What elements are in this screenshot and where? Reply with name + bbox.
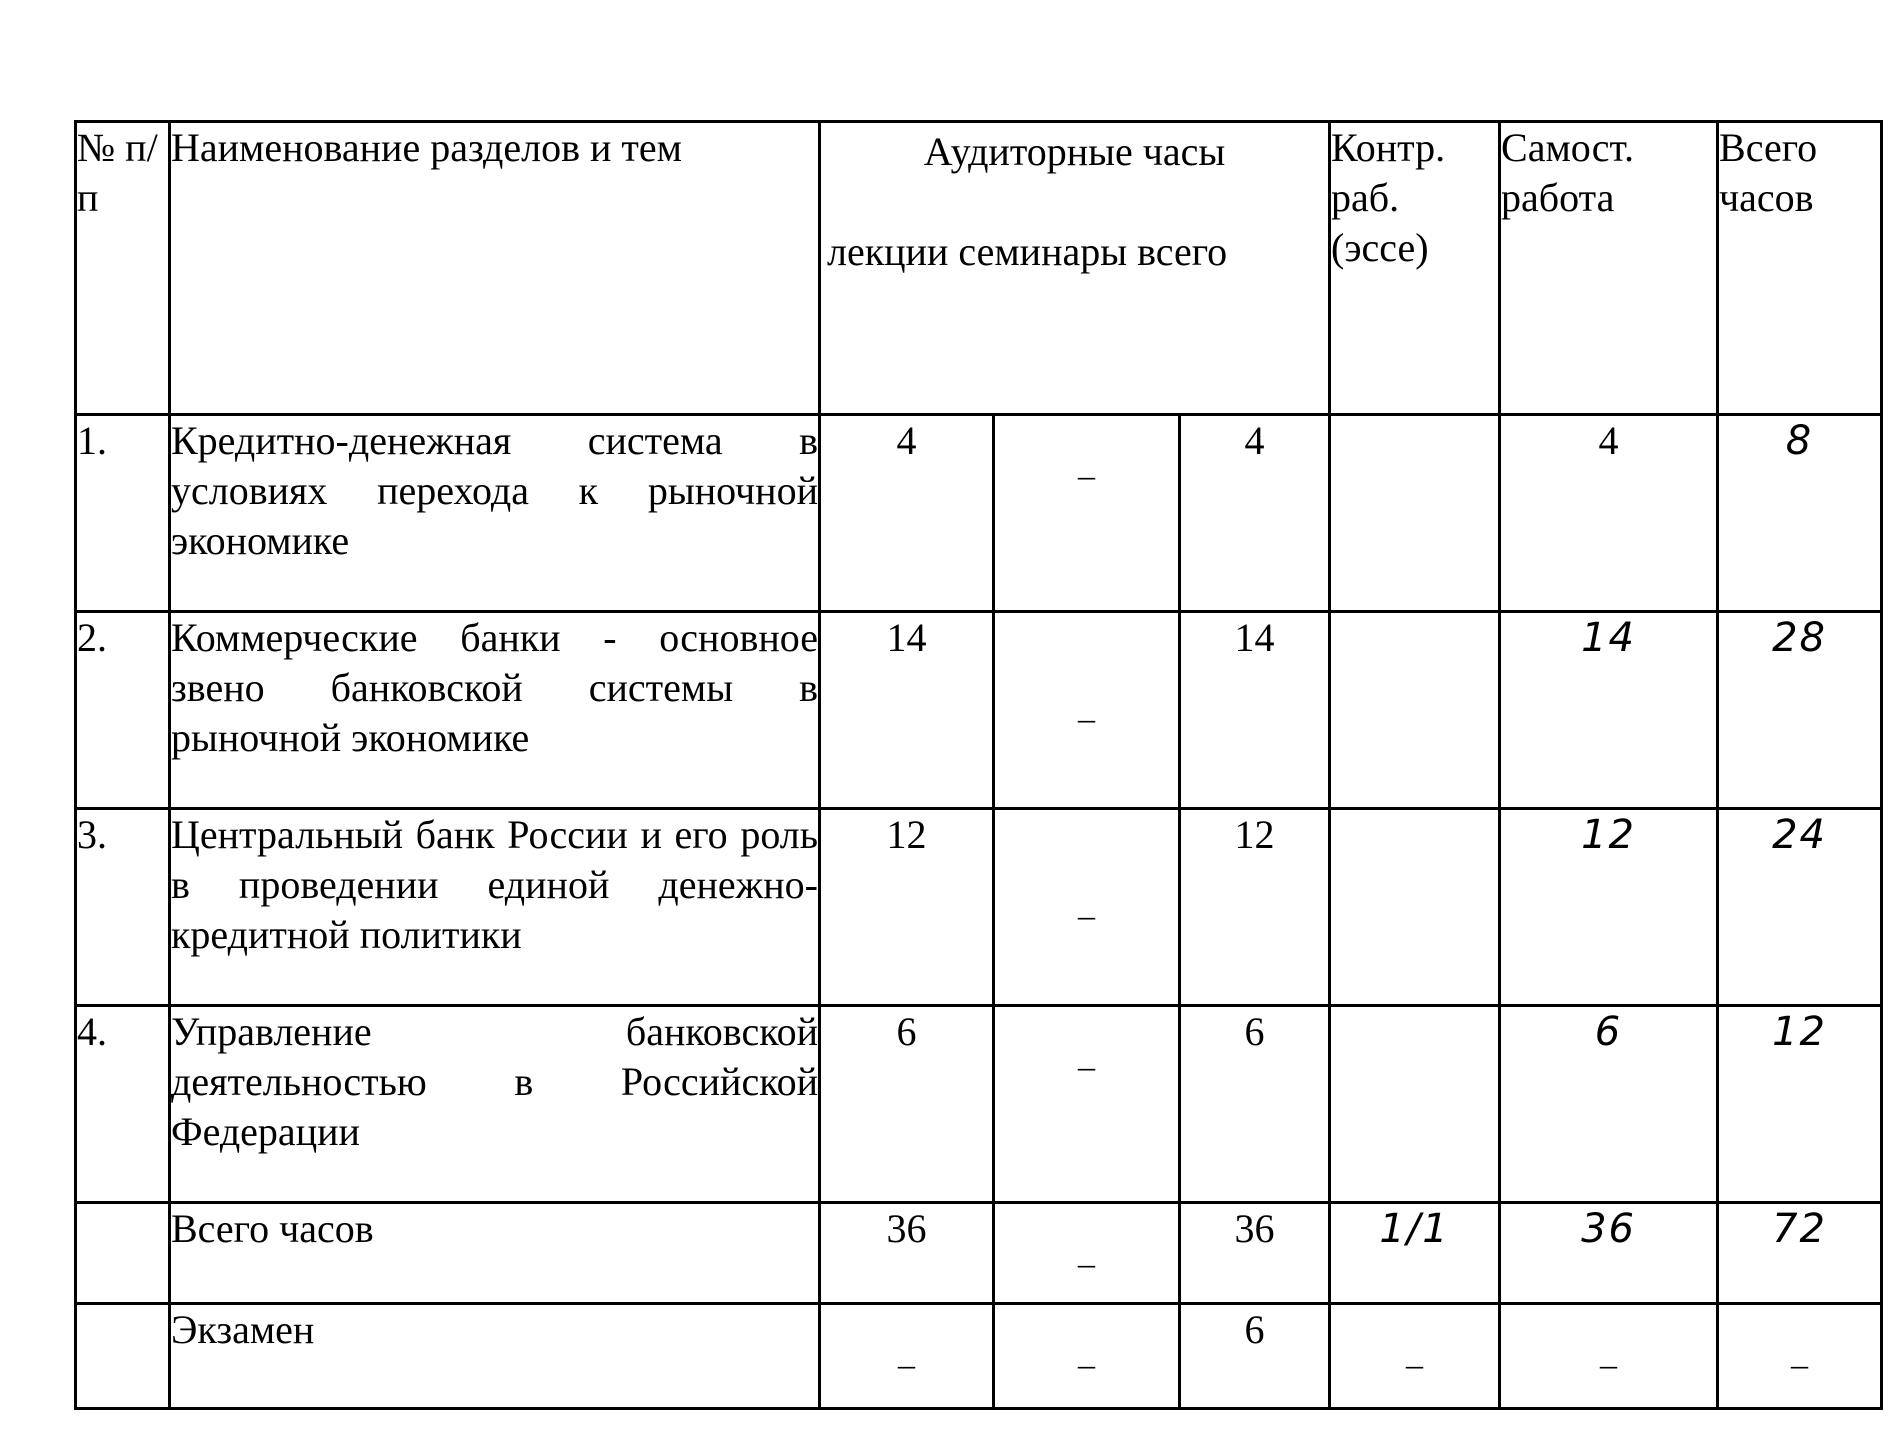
row-self: 6 bbox=[1500, 1006, 1718, 1203]
row-total: 8 bbox=[1718, 415, 1882, 612]
row-total: 28 bbox=[1718, 612, 1882, 809]
dash-mark: _ bbox=[1078, 1234, 1095, 1271]
row-self: 14 bbox=[1500, 612, 1718, 809]
row-lectures: 6 bbox=[820, 1006, 994, 1203]
header-auditory-title: Аудиторные часы bbox=[923, 129, 1226, 174]
row-topic: Кредитно-денежная система в условиях перехода к рыночной экономике bbox=[170, 415, 820, 612]
exam-self bbox=[1500, 1304, 1718, 1409]
row-total: 24 bbox=[1718, 809, 1882, 1006]
totals-seminars bbox=[994, 1203, 1180, 1304]
row-seminars bbox=[994, 809, 1180, 1006]
dash-mark: _ bbox=[1078, 446, 1095, 483]
exam-row bbox=[76, 1304, 1882, 1409]
exam-lectures bbox=[820, 1304, 994, 1409]
row-total-auditory: 14 bbox=[1180, 612, 1330, 809]
dash-mark: _ bbox=[1078, 689, 1095, 726]
row-total-auditory: 6 bbox=[1180, 1006, 1330, 1203]
row-control bbox=[1330, 415, 1500, 612]
row-total: 12 bbox=[1718, 1006, 1882, 1203]
row-control bbox=[1330, 809, 1500, 1006]
table-row bbox=[76, 1006, 1882, 1203]
row-num: 4. bbox=[76, 1006, 170, 1203]
totals-total-auditory: 36 bbox=[1180, 1203, 1330, 1304]
table-row bbox=[76, 809, 1882, 1006]
table-row bbox=[76, 612, 1882, 809]
exam-total-auditory: 6 bbox=[1180, 1304, 1330, 1409]
exam-num bbox=[76, 1304, 170, 1409]
exam-label: Экзамен bbox=[170, 1304, 820, 1409]
row-topic: Управление банковской деятельностью в Российской Федерации bbox=[170, 1006, 820, 1203]
row-seminars bbox=[994, 415, 1180, 612]
exam-control bbox=[1330, 1304, 1500, 1409]
dash-mark: _ bbox=[1600, 1335, 1618, 1372]
row-topic: Центральный банк России и его роль в проведении единой денежно-кредитной политики bbox=[170, 809, 820, 1006]
row-lectures: 4 bbox=[820, 415, 994, 612]
row-control bbox=[1330, 612, 1500, 809]
dash-mark: _ bbox=[1791, 1335, 1809, 1372]
totals-total: 72 bbox=[1718, 1203, 1882, 1304]
row-topic: Коммерческие банки - основное звено банковской системы в рыночной экономике bbox=[170, 612, 820, 809]
exam-seminars bbox=[994, 1304, 1180, 1409]
dash-mark: _ bbox=[898, 1335, 915, 1372]
dash-mark: _ bbox=[1078, 886, 1095, 923]
table-row bbox=[76, 415, 1882, 612]
header-control: Контр. раб. (эссе) bbox=[1330, 122, 1500, 415]
row-num: 3. bbox=[76, 809, 170, 1006]
totals-num bbox=[76, 1203, 170, 1304]
header-num: № п/ п bbox=[76, 122, 170, 415]
row-control bbox=[1330, 1006, 1500, 1203]
header-self: Самост. работа bbox=[1500, 122, 1718, 415]
totals-control: 1/1 bbox=[1330, 1203, 1500, 1304]
header-auditory bbox=[820, 122, 1330, 415]
header-auditory-subcolumns: лекции семинары всего bbox=[827, 229, 1228, 274]
totals-self: 36 bbox=[1500, 1203, 1718, 1304]
dash-mark: _ bbox=[1078, 1037, 1095, 1074]
row-lectures: 12 bbox=[820, 809, 994, 1006]
curriculum-table bbox=[74, 120, 1883, 1410]
header-total: Всего часов bbox=[1718, 122, 1882, 415]
totals-label: Всего часов bbox=[170, 1203, 820, 1304]
exam-total bbox=[1718, 1304, 1882, 1409]
row-lectures: 14 bbox=[820, 612, 994, 809]
row-self: 4 bbox=[1500, 415, 1718, 612]
dash-mark: _ bbox=[1078, 1335, 1095, 1372]
header-row bbox=[76, 122, 1882, 415]
dash-mark: _ bbox=[1406, 1335, 1424, 1372]
row-seminars bbox=[994, 1006, 1180, 1203]
header-name: Наименование разделов и тем bbox=[170, 122, 820, 415]
row-num: 2. bbox=[76, 612, 170, 809]
row-total-auditory: 4 bbox=[1180, 415, 1330, 612]
totals-row bbox=[76, 1203, 1882, 1304]
totals-lectures: 36 bbox=[820, 1203, 994, 1304]
row-num: 1. bbox=[76, 415, 170, 612]
row-seminars bbox=[994, 612, 1180, 809]
row-self: 12 bbox=[1500, 809, 1718, 1006]
row-total-auditory: 12 bbox=[1180, 809, 1330, 1006]
